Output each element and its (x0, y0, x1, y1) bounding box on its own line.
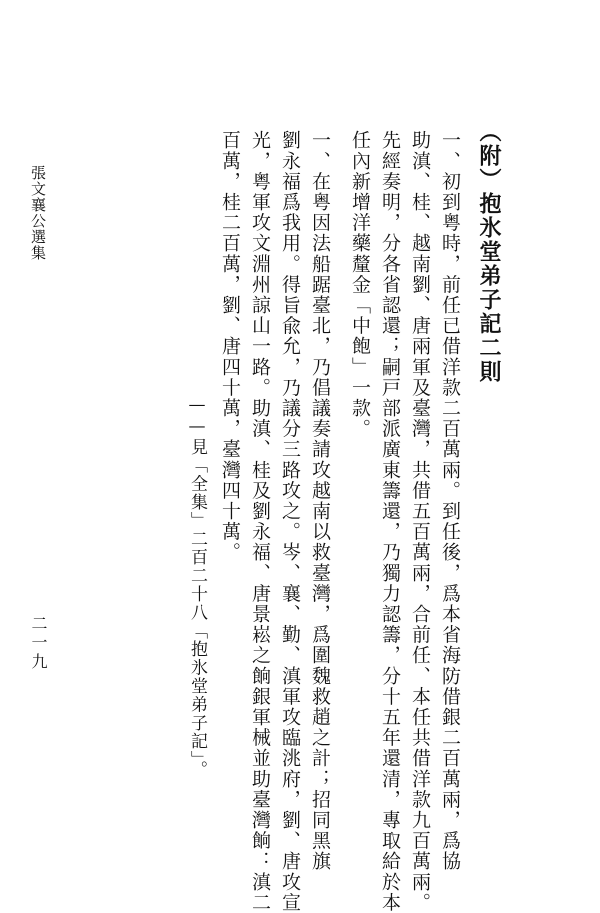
text-column: 助滇、桂、越南劉、唐兩軍及臺灣，共借五百萬兩，合前任、本任共借洋款九百萬兩。 (409, 130, 431, 913)
text-column: 一、初到粤時，前任已借洋款二百萬兩。到任後，爲本省海防借銀二百萬兩，爲協 (439, 130, 461, 872)
text-column: 先經奏明，分各省認還；嗣戸部派廣東籌還，乃獨力認籌，分十五年還清，專取給於本 (379, 130, 401, 913)
running-head: 張文襄公選集 (29, 165, 47, 261)
text-column: 任內新增洋藥釐金「中飽」一款。 (349, 130, 371, 439)
text-column: 光，粤軍攻文淵州諒山一路。助滇、桂及劉永福、唐景崧之餉銀軍械並助臺灣餉：滇二 (249, 130, 271, 913)
section-title: （附）抱氷堂弟子記二則 (476, 120, 502, 384)
text-column: 百萬，桂二百萬，劉、唐四十萬，臺灣四十萬。 (219, 130, 241, 563)
text-column: 劉永福爲我用。得旨兪允，乃議分三路攻之。岑、襄、勤、滇軍攻臨洮府，劉、唐攻宣 (279, 130, 301, 913)
text-column: 一、在粤因法船踞臺北，乃倡議奏請攻越南以救臺灣，爲圍魏救趙之計；招同黑旗 (309, 130, 331, 872)
page-number: 二一九 (29, 615, 48, 672)
source-note: ——見「全集」二百二十八「抱氷堂弟子記」。 (187, 395, 207, 779)
